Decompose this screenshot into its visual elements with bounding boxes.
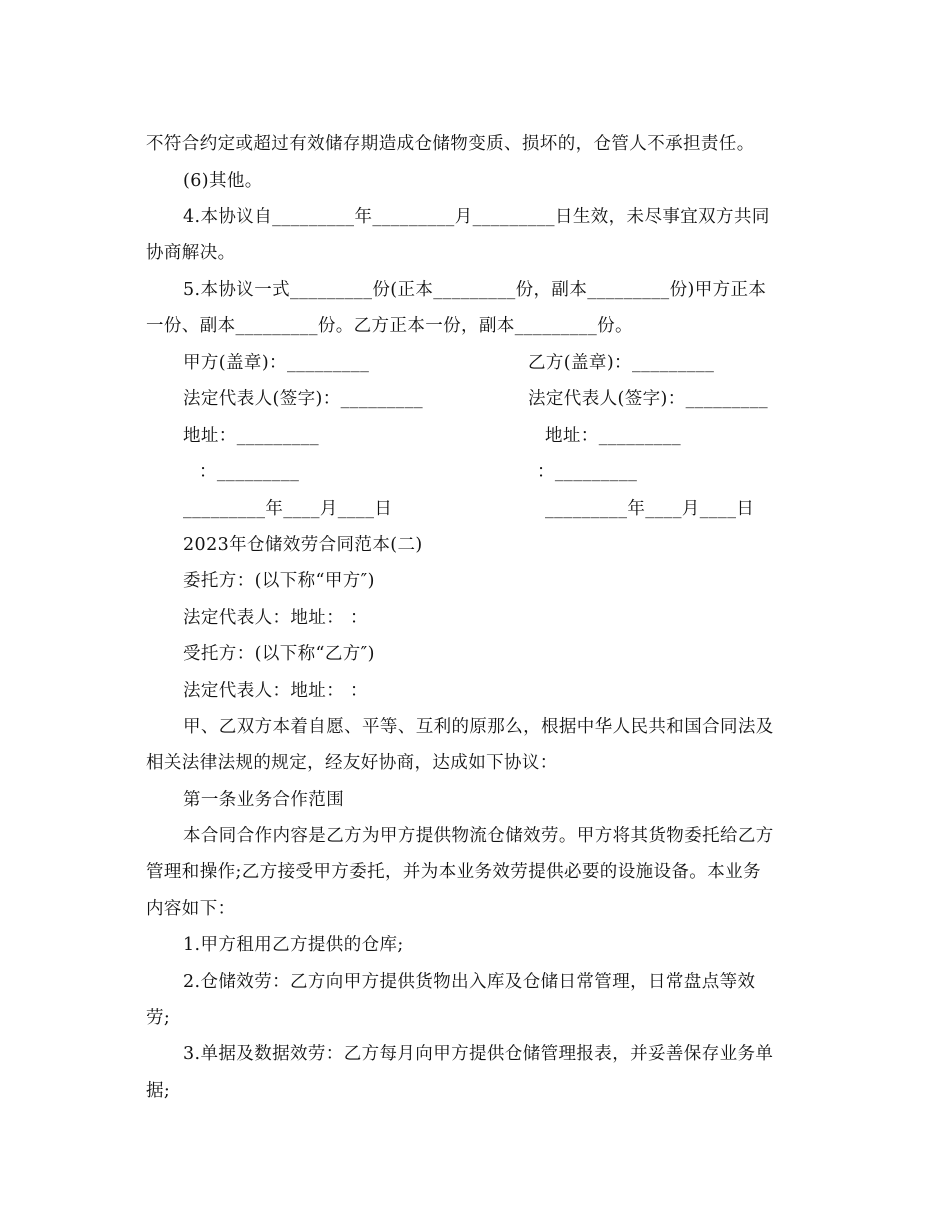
text-line: 法定代表人：地址： ： xyxy=(183,608,368,628)
party-b-date: _________年____月____日 xyxy=(545,499,755,519)
section-title: 2023年仓储效劳合同范本(二) xyxy=(183,535,423,555)
party-b-blank-field: ：_________ xyxy=(537,462,638,482)
text-line: 4.本协议自_________年_________月_________日生效，未尽事宜双方共同 xyxy=(183,207,770,227)
party-a-date: _________年____月____日 xyxy=(183,499,393,519)
text-line: 协商解决。 xyxy=(146,243,236,263)
text-line: 5.本协议一式_________份(正本_________份，副本_________份)甲方正本 xyxy=(183,280,767,300)
list-item: 2.仓储效劳：乙方向甲方提供货物出入库及仓储日常管理，日常盘点等效 xyxy=(183,972,756,992)
text-line: (6)其他。 xyxy=(183,171,263,191)
text-line: 内容如下： xyxy=(146,899,236,919)
text-line: 一份、副本_________份。乙方正本一份，副本_________份。 xyxy=(146,316,633,336)
text-line: 受托方：(以下称“乙方″) xyxy=(183,644,375,664)
text-line: 甲、乙双方本着自愿、平等、互利的原那么，根据中华人民共和国合同法及 xyxy=(183,717,774,737)
party-a-representative: 法定代表人(签字)：_________ xyxy=(183,389,424,409)
text-line: 相关法律法规的规定，经友好协商，达成如下协议： xyxy=(146,753,558,773)
party-a-seal: 甲方(盖章)：_________ xyxy=(183,353,370,373)
text-line: 法定代表人：地址： ： xyxy=(183,681,368,701)
list-item: 3.单据及数据效劳：乙方每月向甲方提供仓储管理报表，并妥善保存业务单 xyxy=(183,1044,774,1064)
text-line: 委托方：(以下称“甲方″) xyxy=(183,571,375,591)
text-line: 据; xyxy=(146,1081,171,1101)
text-line: 本合同合作内容是乙方为甲方提供物流仓储效劳。甲方将其货物委托给乙方 xyxy=(183,826,774,846)
text-line: 管理和操作;乙方接受甲方委托，并为本业务效劳提供必要的设施设备。本业务 xyxy=(146,862,761,882)
party-b-address: 地址：_________ xyxy=(545,426,682,446)
text-line: 不符合约定或超过有效储存期造成仓储物变质、损坏的，仓管人不承担责任。 xyxy=(146,134,755,154)
list-item: 1.甲方租用乙方提供的仓库; xyxy=(183,935,404,955)
party-a-address: 地址：_________ xyxy=(183,426,320,446)
party-a-blank-field: ：_________ xyxy=(199,462,300,482)
party-b-representative: 法定代表人(签字)：_________ xyxy=(528,389,769,409)
party-b-seal: 乙方(盖章)：_________ xyxy=(528,353,715,373)
clause-heading: 第一条业务合作范围 xyxy=(183,790,345,810)
text-line: 劳; xyxy=(146,1008,171,1028)
